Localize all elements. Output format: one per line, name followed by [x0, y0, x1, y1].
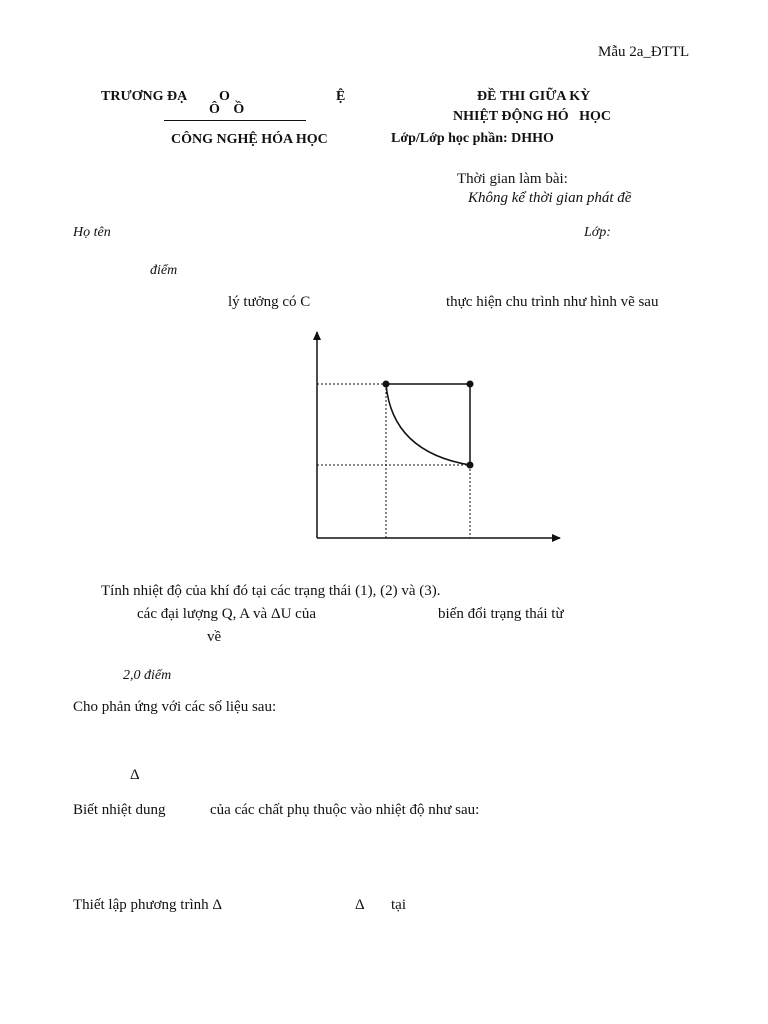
- time-label: Thời gian làm bài:: [457, 171, 568, 187]
- q2-heat-right: của các chất phụ thuộc vào nhiệt độ như sau:: [210, 802, 480, 818]
- class-section-label: Lớp/Lớp học phần: DHHO: [391, 131, 554, 146]
- q1-task-b-left: các đại lượng Q, A và ΔU của: [137, 606, 316, 622]
- q1-task-b-right: biến đổi trạng thái từ: [438, 606, 564, 622]
- school-name-fragment-o: O: [219, 89, 230, 104]
- q2-intro: Cho phản ứng với các số liệu sau:: [73, 699, 277, 715]
- q1-task-a: Tính nhiệt độ của khí đó tại các trạng thái (1), (2) và (3).: [101, 583, 441, 599]
- exam-title: ĐỀ THI GIỮA KỲ: [477, 89, 591, 104]
- q2-points: 2,0 điểm: [123, 668, 172, 683]
- cycle-curve: [386, 384, 470, 465]
- q2-heat-left: Biết nhiệt dung: [73, 802, 166, 818]
- q1-intro-right: thực hiện chu trình như hình vẽ sau: [446, 294, 659, 310]
- faculty-name: CÔNG NGHỆ HÓA HỌC: [171, 132, 328, 147]
- student-class-label: Lớp:: [584, 225, 611, 240]
- school-name-part2: Ô Ồ: [209, 102, 245, 117]
- q1-points: điểm: [150, 263, 178, 278]
- school-name-part1: TRƯƠNG ĐẠ: [101, 89, 188, 104]
- q1-intro-left: lý tưởng có C: [228, 294, 311, 310]
- student-name-label: Họ tên: [73, 225, 111, 240]
- q2-task-left: Thiết lập phương trình Δ: [73, 897, 223, 913]
- q2-task-mid: Δ: [355, 897, 365, 913]
- state-point: [467, 462, 474, 469]
- school-name-fragment-e: Ệ: [336, 89, 346, 104]
- time-note: Không kể thời gian phát đề: [468, 190, 632, 206]
- state-point: [383, 381, 390, 388]
- q1-task-b-cont: về: [207, 629, 222, 645]
- q2-task-right: tại: [391, 897, 406, 913]
- state-point: [467, 381, 474, 388]
- form-code: Mẫu 2a_ĐTTL: [598, 44, 690, 60]
- q2-delta-symbol: Δ: [130, 767, 140, 783]
- subject-title: NHIỆT ĐỘNG HÓ HỌC: [453, 109, 612, 124]
